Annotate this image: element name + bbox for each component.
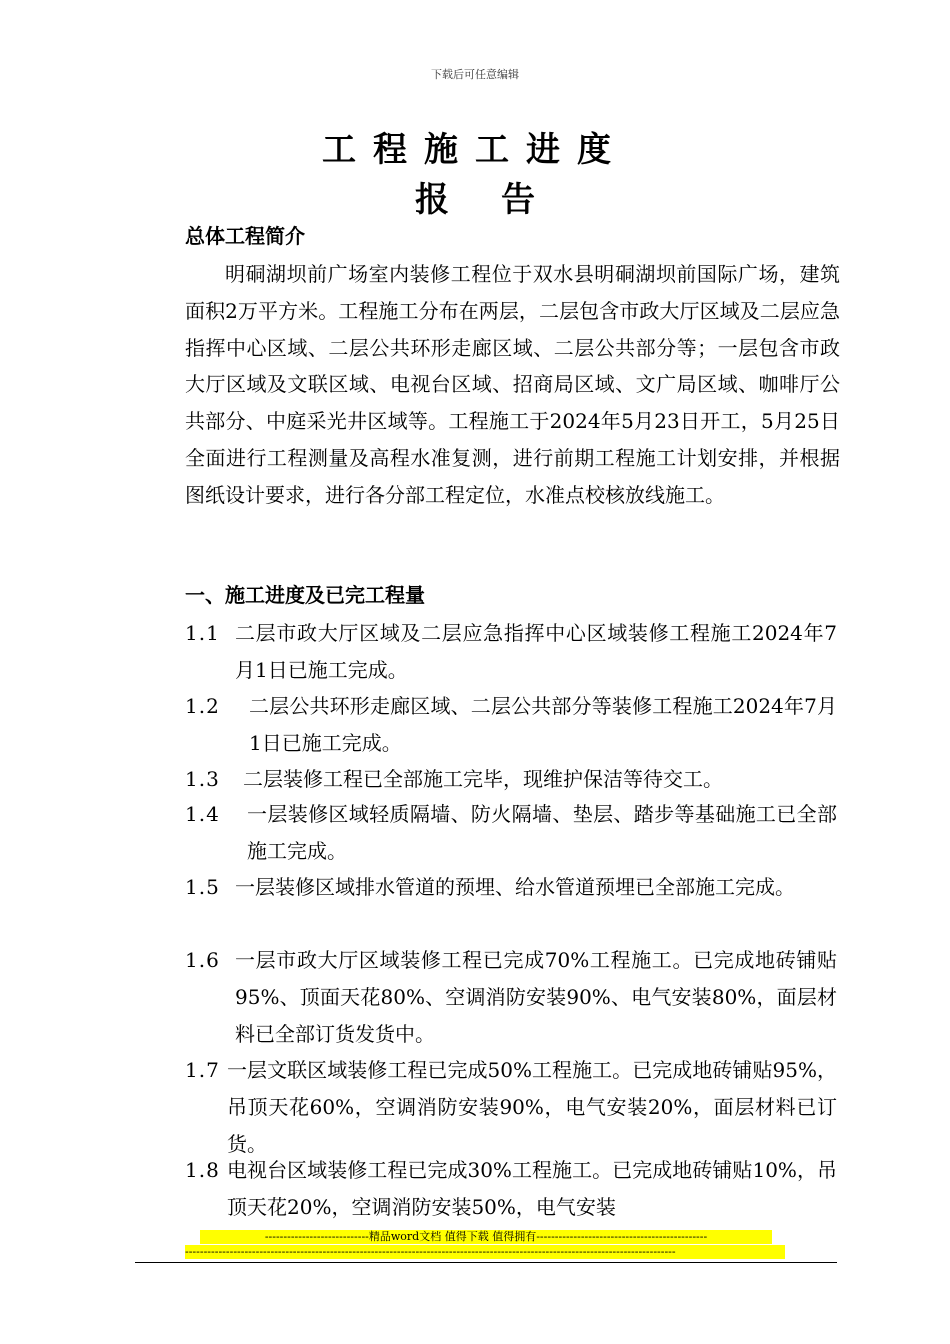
item-number: 1.4 (185, 802, 220, 826)
footer-banner: ----------------------------精品word文档 值得下载 值得拥有---------------------------------------------- (200, 1230, 772, 1244)
item-text: 一层装修区域轻质隔墙、防火隔墙、垫层、踏步等基础施工已全部施工完成。 (247, 802, 837, 863)
footer-dashes: ------------------------------------------------------------------------------------------------------------------------------------ (185, 1245, 785, 1259)
list-item (185, 615, 837, 689)
item-text: 一层装修区域排水管道的预埋、给水管道预埋已全部施工完成。 (235, 875, 795, 899)
item-number: 1.7 (185, 1058, 220, 1082)
list-item (185, 688, 837, 762)
title-char-2: 告 (501, 180, 535, 220)
item-number: 1.8 (185, 1158, 220, 1182)
item-number: 1.3 (185, 767, 220, 791)
overview-paragraph: 明硐湖坝前广场室内装修工程位于双水县明硐湖坝前国际广场，建筑面积2万平方米。工程施工分布在两层，二层包含市政大厅区域及二层应急指挥中心区域、二层公共环形走廊区域、二层公共部分等；一层包含市政大厅区域及文联区域、电视台区域、招商局区域、文广局区域、咖啡厅公共部分、中庭采光井区域等。工程施工于2024年5月23日开工，5月25日全面进行工程测量及高程水准复测，进行前期工程施工计划安排，并根据图纸设计要求，进行各分部工程定位，水准点校核放线施工。 (185, 262, 840, 507)
title-char-1: 报 (415, 180, 449, 220)
item-text: 二层公共环形走廊区域、二层公共部分等装修工程施工2024年7月1日已施工完成。 (249, 694, 837, 755)
document-title-line-2 (0, 180, 950, 220)
list-item (185, 761, 837, 798)
item-text: 一层文联区域装修工程已完成50%工程施工。已完成地砖铺贴95%，吊顶天花60%，空调消防安装90%，电气安装20%，面层材料已订货。 (227, 1058, 837, 1156)
item-text: 二层装修工程已全部施工完毕，现维护保洁等待交工。 (243, 767, 723, 791)
progress-heading: 一、施工进度及已完工程量 (185, 583, 425, 607)
overview-heading: 总体工程简介 (185, 224, 305, 248)
item-text: 一层市政大厅区域装修工程已完成70%工程施工。已完成地砖铺贴95%、顶面天花80%、空调消防安装90%、电气安装80%，面层材料已全部订货发货中。 (235, 948, 837, 1046)
document-title: 工程施工进度 (322, 130, 628, 170)
item-number: 1.5 (185, 875, 220, 899)
item-text: 电视台区域装修工程已完成30%工程施工。已完成地砖铺贴10%，吊顶天花20%，空调消防安装50%，电气安装 (227, 1158, 837, 1219)
list-item (185, 1052, 837, 1162)
list-item (185, 1152, 837, 1226)
item-number: 1.6 (185, 948, 220, 972)
item-text-content: 二层市政大厅区域及二层应急指挥中心区域装修工程施工2024年7月1日已施工完成。 (235, 621, 837, 682)
list-item (185, 942, 837, 1052)
item-number: 1.2 (185, 694, 220, 718)
footer-rule (135, 1262, 837, 1263)
item-number: 1.1 (185, 621, 220, 645)
header-note: 下载后可任意编辑 (431, 68, 519, 81)
list-item (185, 796, 837, 870)
list-item (185, 869, 837, 906)
item-text (235, 615, 837, 689)
